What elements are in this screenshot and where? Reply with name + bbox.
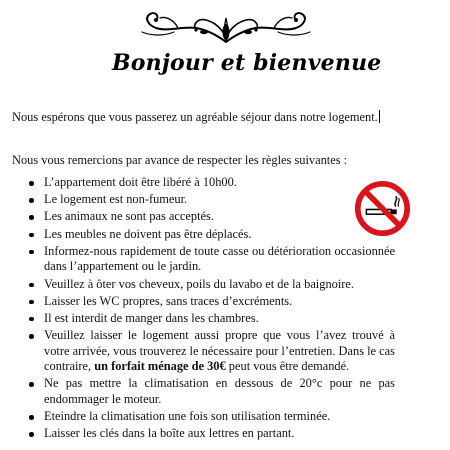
rule-item: Laisser les WC propres, sans traces d’excréments.	[29, 294, 395, 310]
rule-item: Ne pas mettre la climatisation en dessous de 20°c pour ne pas endommager le moteur.	[29, 376, 395, 407]
page-title: Bonjour et bienvenue	[112, 50, 382, 76]
rule-item: Les meubles ne doivent pas être déplacés.	[29, 227, 395, 243]
no-smoking-icon	[354, 180, 411, 237]
rule-item: Laisser les clés dans la boîte aux lettres en partant.	[29, 426, 395, 442]
rule-item: Le logement est non-fumeur.	[29, 192, 395, 208]
rule-text: peut vous être demandé.	[225, 359, 350, 374]
decorative-flourish-icon	[138, 8, 314, 48]
rule-item	[29, 328, 395, 375]
rule-item: Veuillez à ôter vos cheveux, poils du lavabo et de la baignoire.	[29, 277, 395, 293]
rule-text: Veuillez laisser le logement aussi propre que vous l’avez trouvé à votre arrivée, vous trouverez le nécessaire pour l’entretien. Dans le cas contraire,	[44, 328, 395, 374]
rule-item: Il est interdit de manger dans les chambres.	[29, 311, 395, 327]
intro-text	[12, 110, 380, 125]
rule-item: Eteindre la climatisation une fois son utilisation terminée.	[29, 409, 395, 425]
text-cursor	[379, 110, 380, 123]
cleaning-fee-text: un forfait ménage de 30€	[94, 359, 226, 374]
rule-item: Les animaux ne sont pas acceptés.	[29, 209, 395, 225]
rule-item: L’appartement doit être libéré à 10h00.	[29, 175, 395, 191]
rules-lead-text: Nous vous remercions par avance de respecter les règles suivantes :	[12, 153, 348, 167]
rules-list	[29, 175, 395, 444]
intro-sentence: Nous espérons que vous passerez un agréable séjour dans notre logement.	[12, 110, 378, 124]
rule-item: Informez-nous rapidement de toute casse ou détérioration occasionnée dans l’appartement ou le jardin.	[29, 244, 395, 275]
